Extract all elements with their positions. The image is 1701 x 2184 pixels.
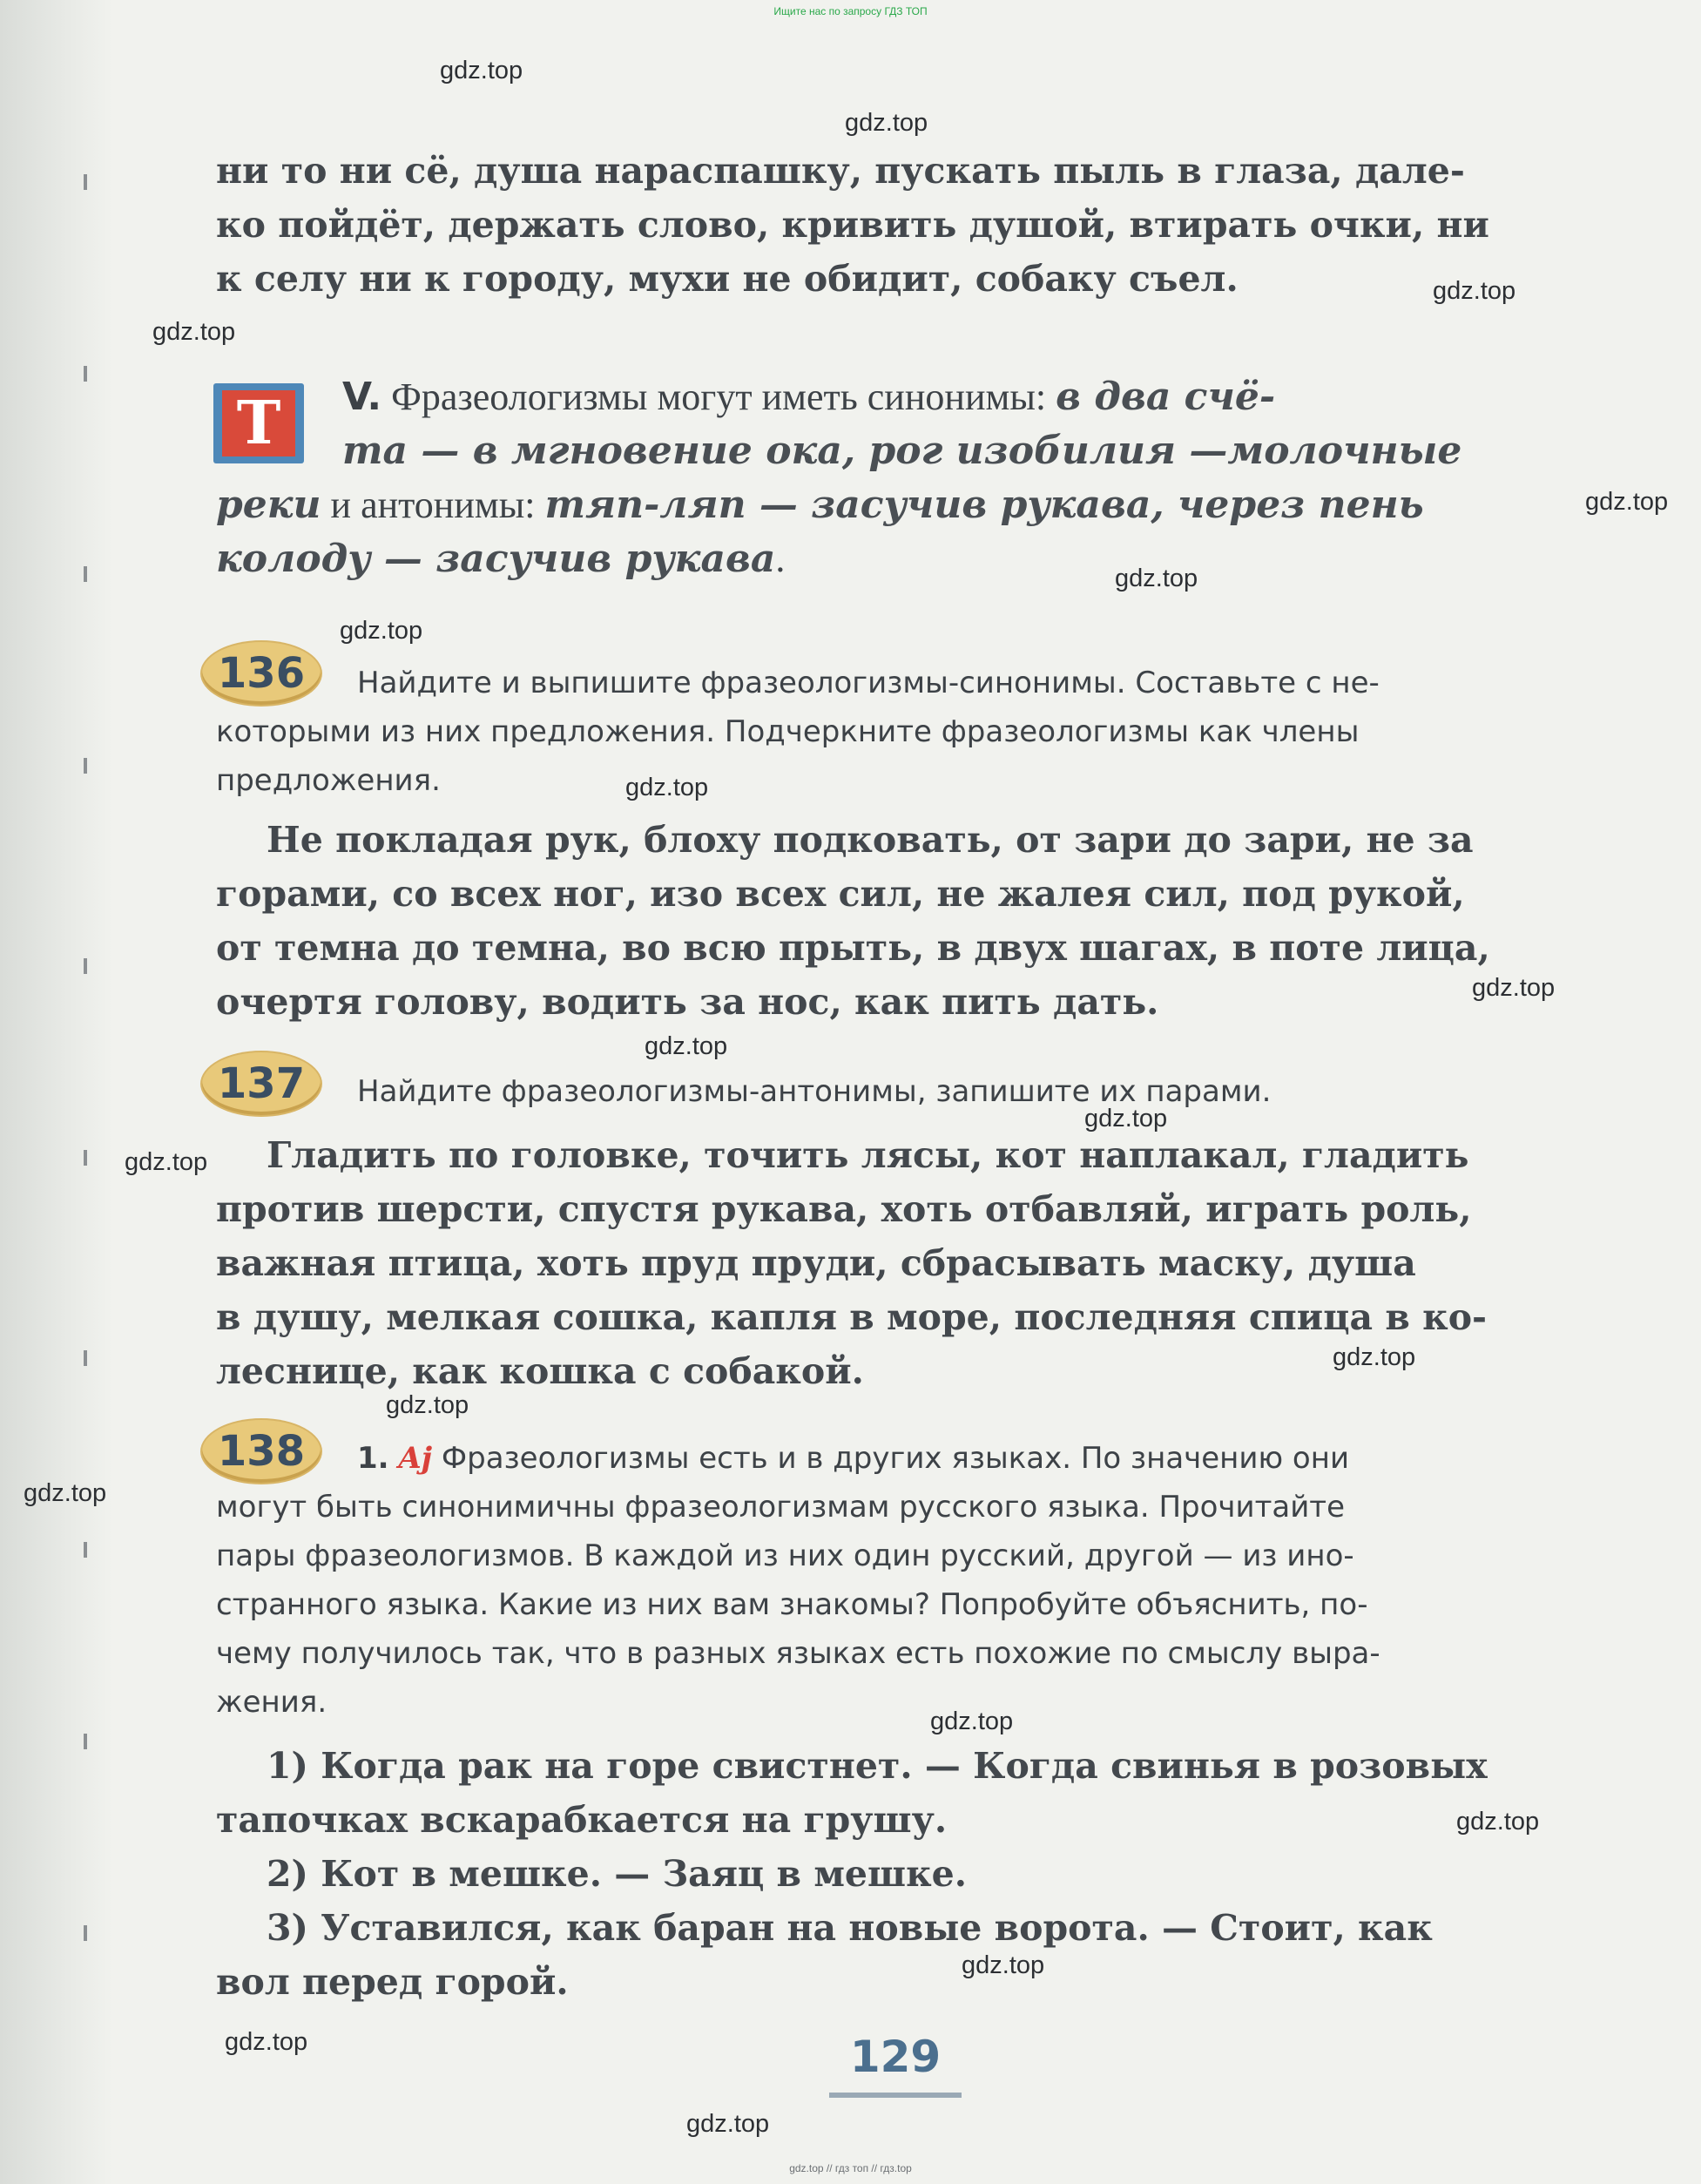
text-line: 1) Когда рак на горе свистнет. — Когда свинья в розовых: [267, 1745, 1488, 1787]
text-line: очертя голову, водить за нос, как пить дать.: [216, 981, 1159, 1023]
watermark: gdz.top: [930, 1707, 1014, 1735]
watermark: gdz.top: [386, 1391, 469, 1419]
watermark: gdz.top: [152, 318, 236, 346]
text-line: в душу, мелкая сошка, капля в море, последняя спица в ко-: [216, 1296, 1488, 1338]
exercise-number-badge: 138: [202, 1420, 321, 1483]
text-line: леснице, как кошка с собакой.: [216, 1350, 864, 1392]
text-line: Не покладая рук, блоху подковать, от зари до зари, не за: [267, 819, 1474, 861]
watermark: gdz.top: [225, 2028, 308, 2056]
watermark: gdz.top: [1115, 565, 1198, 592]
theory-example: та — в мгновение ока, рог изобилия —молочные: [342, 429, 1462, 473]
watermark: gdz.top: [1084, 1105, 1168, 1133]
watermark: gdz.top: [625, 774, 709, 801]
watermark: gdz.top: [1433, 277, 1516, 305]
text-line: к селу ни к городу, мухи не обидит, собаку съел.: [216, 258, 1239, 300]
exercise-138-text: [216, 1739, 1566, 2009]
text-line: ни то ни сё, душа нараспашку, пускать пыль в глаза, дале-: [216, 150, 1465, 192]
binding-mark: [84, 1150, 87, 1166]
task-line: странного языка. Какие из них вам знакомы? Попробуйте объяснить, по-: [216, 1587, 1368, 1622]
exercise-136-task: [216, 659, 1566, 805]
exercise-number-badge: 137: [202, 1052, 321, 1115]
binding-mark: [84, 758, 87, 774]
binding-mark: [84, 366, 87, 382]
top-banner[interactable]: Ищите нас по запросу ГДЗ ТОП: [773, 5, 928, 17]
theory-line: [216, 370, 1566, 424]
binding-mark: [84, 958, 87, 974]
watermark: gdz.top: [1472, 974, 1556, 1002]
task-line: пары фразеологизмов. В каждой из них один русский, другой — из ино-: [216, 1538, 1354, 1573]
theory-example: колоду — засучив рукава: [216, 537, 776, 581]
binding-mark: [84, 174, 87, 190]
watermark: gdz.top: [645, 1032, 728, 1060]
task-line: предложения.: [216, 763, 441, 798]
task-line: Найдите и выпишите фразеологизмы-синонимы. Составьте с не-: [357, 666, 1380, 700]
text-line: тапочках вскарабкается на грушу.: [216, 1799, 948, 1841]
theory-example: реки: [216, 483, 321, 527]
watermark: gdz.top: [962, 1951, 1045, 1979]
binding-mark: [84, 1542, 87, 1558]
watermark: gdz.top: [340, 617, 423, 645]
intro-paragraph: [216, 144, 1566, 306]
theory-example: тяп-ляп — засучив рукава, через пень: [544, 483, 1424, 527]
theory-line: [216, 532, 1566, 586]
page-number: 129: [849, 2032, 942, 2082]
task-line: Найдите фразеологизмы-антонимы, запишите их парами.: [357, 1074, 1272, 1109]
task-item-number: 1.: [357, 1441, 389, 1476]
exercise-136-text: [216, 813, 1566, 1029]
task-text: Фразеологизмы есть и в других языках. По значению они: [441, 1441, 1350, 1476]
text-line: ко пойдёт, держать слово, кривить душой, втирать очки, ни: [216, 204, 1489, 246]
exercise-138-task: [216, 1434, 1566, 1727]
text-line: горами, со всех ног, изо всех сил, не жалея сил, под рукой,: [216, 873, 1465, 915]
exercise-137-task: [216, 1067, 1566, 1116]
watermark: gdz.top: [125, 1148, 208, 1176]
theory-text: .: [775, 538, 786, 580]
task-line: жения.: [216, 1685, 327, 1720]
text-line: против шерсти, спустя рукава, хоть отбавляй, играть роль,: [216, 1188, 1472, 1230]
exercise-number-badge: 136: [202, 642, 321, 705]
task-line: [216, 1434, 1566, 1483]
binding-mark: [84, 1925, 87, 1941]
theory-text: Фразеологизмы могут иметь синонимы:: [391, 375, 1056, 418]
binding-mark: [84, 1350, 87, 1366]
watermark: gdz.top: [1333, 1343, 1416, 1371]
theory-roman: V.: [342, 375, 382, 419]
text-line: от темна до темна, во всю прыть, в двух шагах, в поте лица,: [216, 927, 1490, 969]
text-line: Гладить по головке, точить лясы, кот наплакал, гладить: [267, 1134, 1469, 1176]
watermark: gdz.top: [1585, 488, 1669, 516]
watermark: gdz.top: [845, 109, 928, 137]
theory-line: [216, 478, 1566, 532]
watermark: gdz.top: [1456, 1808, 1540, 1836]
watermark: gdz.top: [24, 1479, 107, 1507]
theory-line: [216, 424, 1566, 478]
task-line: которыми из них предложения. Подчеркните фразеологизмы как члены: [216, 714, 1360, 749]
theory-example: в два счё-: [1056, 375, 1276, 419]
watermark: gdz.top: [440, 57, 523, 85]
text-line: вол перед горой.: [216, 1961, 569, 2003]
text-line: 2) Кот в мешке. — Заяц в мешке.: [267, 1853, 968, 1895]
foreign-language-icon: Aj: [398, 1441, 433, 1476]
text-line: важная птица, хоть пруд пруди, сбрасывать маску, душа: [216, 1242, 1416, 1284]
theory-icon-letter: Т: [222, 390, 295, 456]
binding-mark: [84, 566, 87, 582]
page-spine-shadow: [0, 0, 113, 2184]
binding-mark: [84, 1734, 87, 1749]
task-line: чему получилось так, что в разных языках есть похожие по смыслу выра-: [216, 1636, 1380, 1671]
theory-text: и антонимы:: [321, 483, 545, 526]
page-number-underline: [829, 2093, 962, 2098]
text-line: 3) Уставился, как баран на новые ворота. — Стоит, как: [267, 1907, 1433, 1949]
bottom-banner[interactable]: gdz.top // гдз топ // гдз.top: [789, 2162, 912, 2174]
theory-block: [216, 370, 1566, 586]
task-line: могут быть синонимичны фразеологизмам русского языка. Прочитайте: [216, 1490, 1346, 1525]
watermark: gdz.top: [686, 2110, 770, 2138]
